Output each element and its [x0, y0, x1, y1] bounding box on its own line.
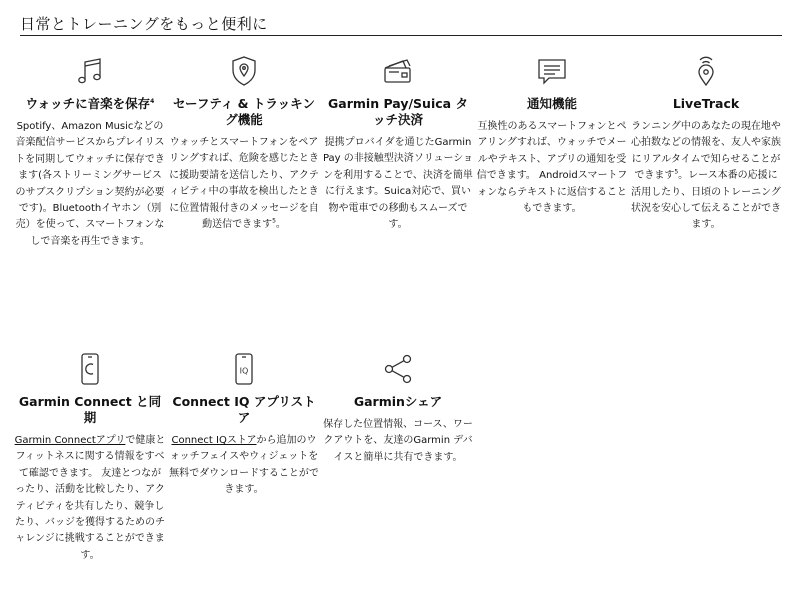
feature-garmin-share: [322, 352, 474, 466]
feature-description: 提携プロバイダを通じたGarmin Pay の非接触型決済ソリューションを利用することで、決済を簡単に行えます。Suica対応で、買い物や電車での移動もスムーズです。: [322, 137, 474, 231]
feature-garmin-connect: [14, 352, 166, 564]
feature-title: 通知機能: [526, 96, 577, 111]
feature-description: Spotify、Amazon Musicなどの音楽配信サービスからプレイリストを同期してウォッチに保存できます(各ストリーミングサービスのサブスクリプション契約が必要です)。Bluetoothイヤホン（別売）を使って、スマートフォンなしで音楽を再生できます。: [15, 121, 165, 247]
section-title: 日常とトレーニングをもっと便利に: [20, 15, 268, 33]
feature-description: 保存した位置情報、コース、ワークアウトを、友達のGarmin デバイスと簡単に共有できます。: [323, 419, 473, 463]
feature-music: [14, 54, 166, 250]
feature-description: ランニング中のあなたの現在地や心拍数などの情報を、友人や家族にリアルタイムで知らせることができます$^5$。レース本番の応援に活用したり、日頃のトレーニング状況を安心して伝えることができます。: [631, 121, 781, 231]
feature-safety: [168, 54, 320, 233]
feature-title: Connect IQ アプリストア: [172, 394, 316, 425]
share-icon: [381, 352, 415, 386]
feature-title: Garmin Pay/Suica タッチ決済: [328, 96, 468, 127]
chat-bubble-icon: [535, 54, 569, 88]
feature-title: Garminシェア: [353, 394, 443, 409]
phone-connect-icon: [73, 352, 107, 386]
feature-title: ウォッチに音楽を保存$^4$: [25, 96, 155, 111]
feature-description: 互換性のあるスマートフォンとペアリングすれば、ウォッチでメールやテキスト、アプリの通知を受信できます。 Androidスマートフォンならテキストに返信することもできます。: [476, 121, 628, 215]
feature-title: セーフティ & トラッキング機能: [172, 96, 316, 127]
feature-livetrack: [630, 54, 782, 234]
wallet-cards-icon: [381, 54, 415, 88]
feature-connect-iq: [168, 352, 320, 499]
shield-location-icon: [227, 54, 261, 88]
feature-description: Garmin Connectアプリで健康とフィットネスに関する情報をすべて確認できます。 友達とつながったり、活動を比較したり、アクティビティを共有したり、競争したり、バッジを獲得するためのチャレンジに挑戦することができます。: [14, 435, 166, 561]
feature-description: ウォッチとスマートフォンをペアリングすれば、危険を感じたときに援助要請を送信したり、アクティビティ中の事故を検出したときに位置情報付きのメッセージを自動送信できます$^5$。: [169, 137, 319, 231]
section-divider: [20, 35, 782, 36]
feature-notifications: [476, 54, 628, 217]
connect-iq-store-link[interactable]: Connect IQストア: [171, 435, 257, 446]
feature-title: Garmin Connect と同期: [18, 394, 162, 425]
garmin-connect-app-link[interactable]: Garmin Connectアプリ: [14, 435, 126, 446]
feature-description: Connect IQストアから追加のウォッチフェイスやウィジェットを無料でダウンロードすることができます。: [169, 435, 319, 496]
livetrack-pin-icon: [689, 54, 723, 88]
phone-iq-icon: [227, 352, 261, 386]
music-note-icon: [73, 54, 107, 88]
iq-label: IQ: [239, 366, 249, 376]
feature-payment: [322, 54, 474, 233]
feature-title: LiveTrack: [672, 96, 740, 111]
